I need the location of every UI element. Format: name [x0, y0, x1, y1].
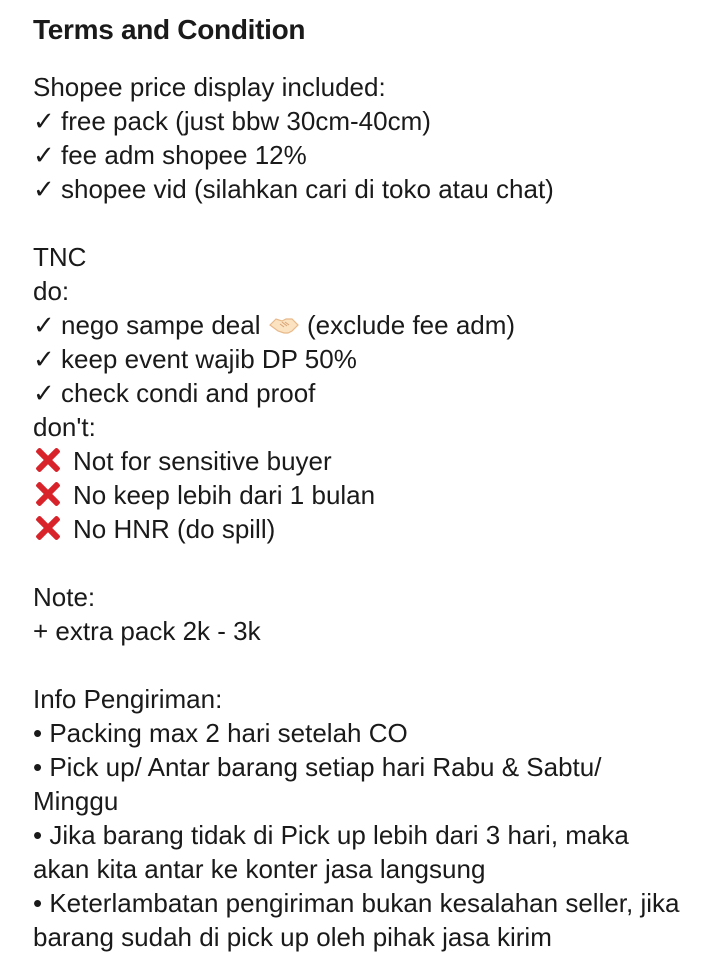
- check-mark-icon: ✓: [33, 344, 55, 374]
- handshake-icon: [268, 313, 300, 337]
- tnc-section: [33, 240, 686, 546]
- cross-mark-icon: [33, 515, 63, 541]
- page-title: Terms and Condition: [33, 14, 306, 45]
- shipping-heading: Info Pengiriman:: [33, 684, 223, 714]
- note-section: [33, 580, 686, 648]
- check-mark-icon: ✓: [33, 106, 55, 136]
- shipping-item: • Pick up/ Antar barang setiap hari Rabu & Sabtu/ Minggu: [33, 752, 602, 816]
- check-mark-icon: ✓: [33, 310, 55, 340]
- price-section: [33, 70, 686, 206]
- shipping-item: • Packing max 2 hari setelah CO: [33, 718, 408, 748]
- dont-item: No keep lebih dari 1 bulan: [33, 478, 686, 512]
- dont-item: No HNR (do spill): [33, 512, 686, 546]
- price-item: ✓ shopee vid (silahkan cari di toko atau chat): [33, 174, 554, 204]
- note-item: + extra pack 2k - 3k: [33, 616, 261, 646]
- do-item: ✓ check condi and proof: [33, 378, 316, 408]
- cross-mark-icon: [33, 481, 63, 507]
- tnc-heading: TNC: [33, 242, 87, 272]
- shipping-section: [33, 682, 686, 954]
- check-mark-icon: ✓: [33, 140, 55, 170]
- dont-item: Not for sensitive buyer: [33, 444, 686, 478]
- cross-mark-icon: [33, 447, 63, 473]
- check-mark-icon: ✓: [33, 174, 55, 204]
- do-item: ✓ keep event wajib DP 50%: [33, 344, 357, 374]
- shipping-item: • Jika barang tidak di Pick up lebih dari 3 hari, maka akan kita antar ke konter jasa langsung: [33, 820, 629, 884]
- note-heading: Note:: [33, 582, 96, 612]
- check-mark-icon: ✓: [33, 378, 55, 408]
- do-item: ✓ nego sampe deal (exclude fee adm): [33, 310, 516, 340]
- price-item: ✓ free pack (just bbw 30cm-40cm): [33, 106, 431, 136]
- do-label: do:: [33, 276, 70, 306]
- price-heading: Shopee price display included:: [33, 72, 386, 102]
- dont-label: don't:: [33, 412, 96, 442]
- shipping-item: • Keterlambatan pengiriman bukan kesalahan seller, jika barang sudah di pick up oleh pihak jasa kirim: [33, 888, 680, 952]
- price-item: ✓ fee adm shopee 12%: [33, 140, 307, 170]
